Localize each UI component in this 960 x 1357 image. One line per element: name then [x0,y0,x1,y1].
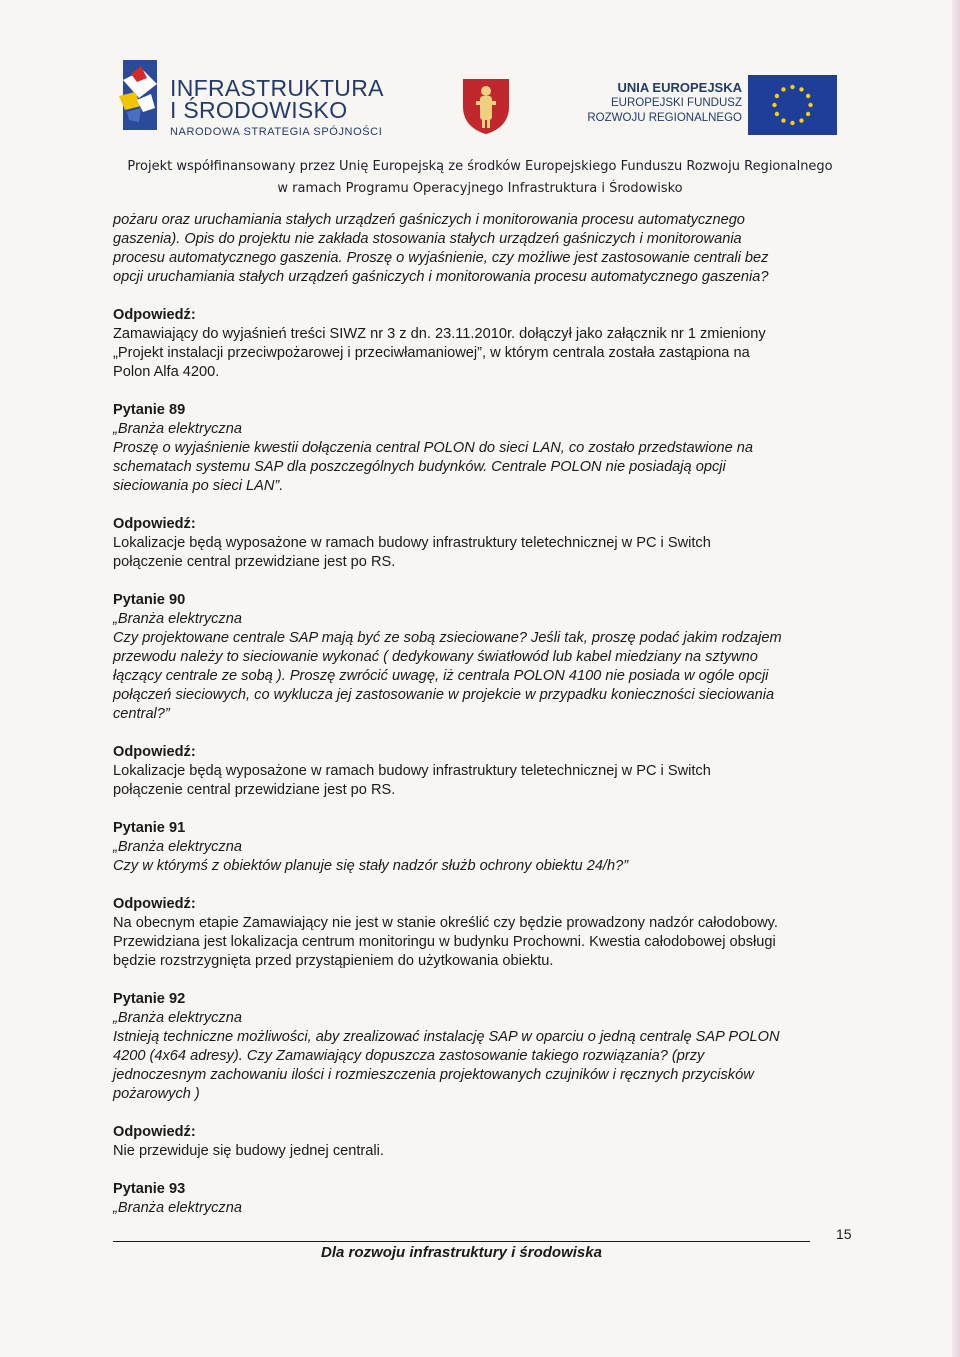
question-title: Pytanie 93 [113,1181,186,1197]
eu-line2: EUROPEJSKI FUNDUSZ [611,97,742,109]
question-branch: „Branża elektryczna [113,421,242,437]
header [0,55,960,145]
eu-line3: ROZWOJU REGIONALNEGO [587,112,742,124]
answer-text [113,914,855,971]
text-line: łączący centrale ze sobą ). Proszę zwrócić uwagę, iż centrala POLON 4100 nie posiada w ogóle opcji [113,668,769,684]
text-line: połączenie central przewidziane jest po RS. [113,554,396,570]
text-line: Polon Alfa 4200. [113,364,220,380]
text-line: sieciowania po sieci LAN”. [113,478,284,494]
program-logo-line1: INFRASTRUKTURA [170,75,384,101]
program-logo-text [170,77,384,138]
text-line: central?” [113,706,170,722]
answer-label: Odpowiedź: [113,744,196,760]
text-line: pożarowych ) [113,1086,200,1102]
answer-label: Odpowiedź: [113,896,196,912]
eu-flag-icon [748,75,837,135]
question-title: Pytanie 92 [113,991,186,1007]
answer-text [113,762,855,800]
text-line: „Projekt instalacji przeciwpożarowej i przeciwłamaniowej”, w którym centrala została zastąpiona na [113,345,750,361]
answer-text [113,1142,855,1161]
page-edge [952,0,960,1357]
text-line: Lokalizacje będą wyposażone w ramach budowy infrastruktury teletechnicznej w PC i Switch [113,763,711,779]
text-line: Lokalizacje będą wyposażone w ramach budowy infrastruktury teletechnicznej w PC i Switch [113,535,711,551]
intro-answer [113,325,855,382]
question-branch: „Branża elektryczna [113,611,242,627]
question-title: Pytanie 90 [113,592,186,608]
answer-label: Odpowiedź: [113,516,196,532]
question-text [113,629,855,724]
text-line: schematach systemu SAP dla poszczególnych budynków. Centrale POLON nie posiadają opcji [113,459,726,475]
footer-rule [113,1241,810,1242]
question-text [113,1028,855,1104]
eu-line1: UNIA EUROPEJSKA [617,80,742,95]
intro-question [113,211,855,287]
eu-text [587,80,742,126]
answer-text [113,534,855,572]
question-branch: „Branża elektryczna [113,1200,242,1216]
answer-label: Odpowiedź: [113,307,196,323]
text-line: gaszenia). Opis do projektu nie zakłada stosowania stałych urządzeń gaśniczych i monitorowania [113,231,742,247]
text-line: procesu automatycznego gaszenia. Proszę o wyjaśnienie, czy możliwe jest zastosowanie centrali bez [113,250,769,266]
text-line: opcji uruchamiania stałych urządzeń gaśniczych i monitorowania procesu automatycznego gaszenia? [113,269,769,285]
city-crest-icon [461,77,511,135]
text-line: 4200 (4x64 adresy). Czy Zamawiający dopuszcza zastosowanie takiego rozwiązania? (przy [113,1048,705,1064]
text-line: będzie rozstrzygnięta przed przystąpieniem do użytkowania obiektu. [113,953,554,969]
text-line: pożaru oraz uruchamiania stałych urządzeń gaśniczych i monitorowania procesu automatycznego [113,212,745,228]
text-line: Proszę o wyjaśnienie kwestii dołączenia central POLON do sieci LAN, co zostało przedstawione na [113,440,754,456]
question-text [113,857,855,876]
text-line: połączenie central przewidziane jest po RS. [113,782,396,798]
text-line: Czy projektowane centrale SAP mają być ze sobą zsieciowane? Jeśli tak, proszę podać jakim rodzajem [113,630,782,646]
page-number: 15 [836,1226,852,1242]
program-logo-line2: I ŚRODOWISKO [170,97,348,123]
text-line: jednoczesnym zachowaniu ilości i rozmieszczenia projektowanych czujników i ręcznych przycisków [113,1067,754,1083]
project-line2: w ramach Programu Operacyjnego Infrastruktura i Środowisko [277,181,683,196]
text-line: przewodu należy to sieciowanie wykonać ( dedykowany światłowód lub kabel miedziany na sztywno [113,649,758,665]
project-info [0,156,960,200]
question-text [113,439,855,496]
question-title: Pytanie 91 [113,820,186,836]
program-logo-line3: NARODOWA STRATEGIA SPÓJNOŚCI [170,126,383,138]
answer-label: Odpowiedź: [113,1124,196,1140]
text-line: połączeń sieciowych, co wyklucza jej zastosowanie w projekcie w przypadku konieczności sieciowania [113,687,775,703]
text-line: Czy w którymś z obiektów planuje się stały nadzór służb ochrony obiektu 24/h?” [113,858,629,874]
text-line: Nie przewiduje się budowy jednej centrali. [113,1143,384,1159]
question-title: Pytanie 89 [113,402,186,418]
infrastruktura-logo-icon [117,60,163,130]
project-line1: Projekt współfinansowany przez Unię Europejską ze środków Europejskiego Funduszu Rozwoju Regionalnego [127,159,833,174]
question-branch: „Branża elektryczna [113,839,242,855]
question-branch: „Branża elektryczna [113,1010,242,1026]
text-line: Na obecnym etapie Zamawiający nie jest w stanie określić czy będzie prowadzony nadzór całodobowy. [113,915,778,931]
document-body [113,211,855,1218]
footer-slogan: Dla rozwoju infrastruktury i środowiska [321,1244,602,1261]
text-line: Zamawiający do wyjaśnień treści SIWZ nr 3 z dn. 23.11.2010r. dołączył jako załącznik nr 1 zmieniony [113,326,766,342]
text-line: Przewidziana jest lokalizacja centrum monitoringu w budynku Prochowni. Kwestia całodobowej obsługi [113,934,776,950]
text-line: Istnieją techniczne możliwości, aby zrealizować instalację SAP w oparciu o jedną centralę SAP POLON [113,1029,780,1045]
